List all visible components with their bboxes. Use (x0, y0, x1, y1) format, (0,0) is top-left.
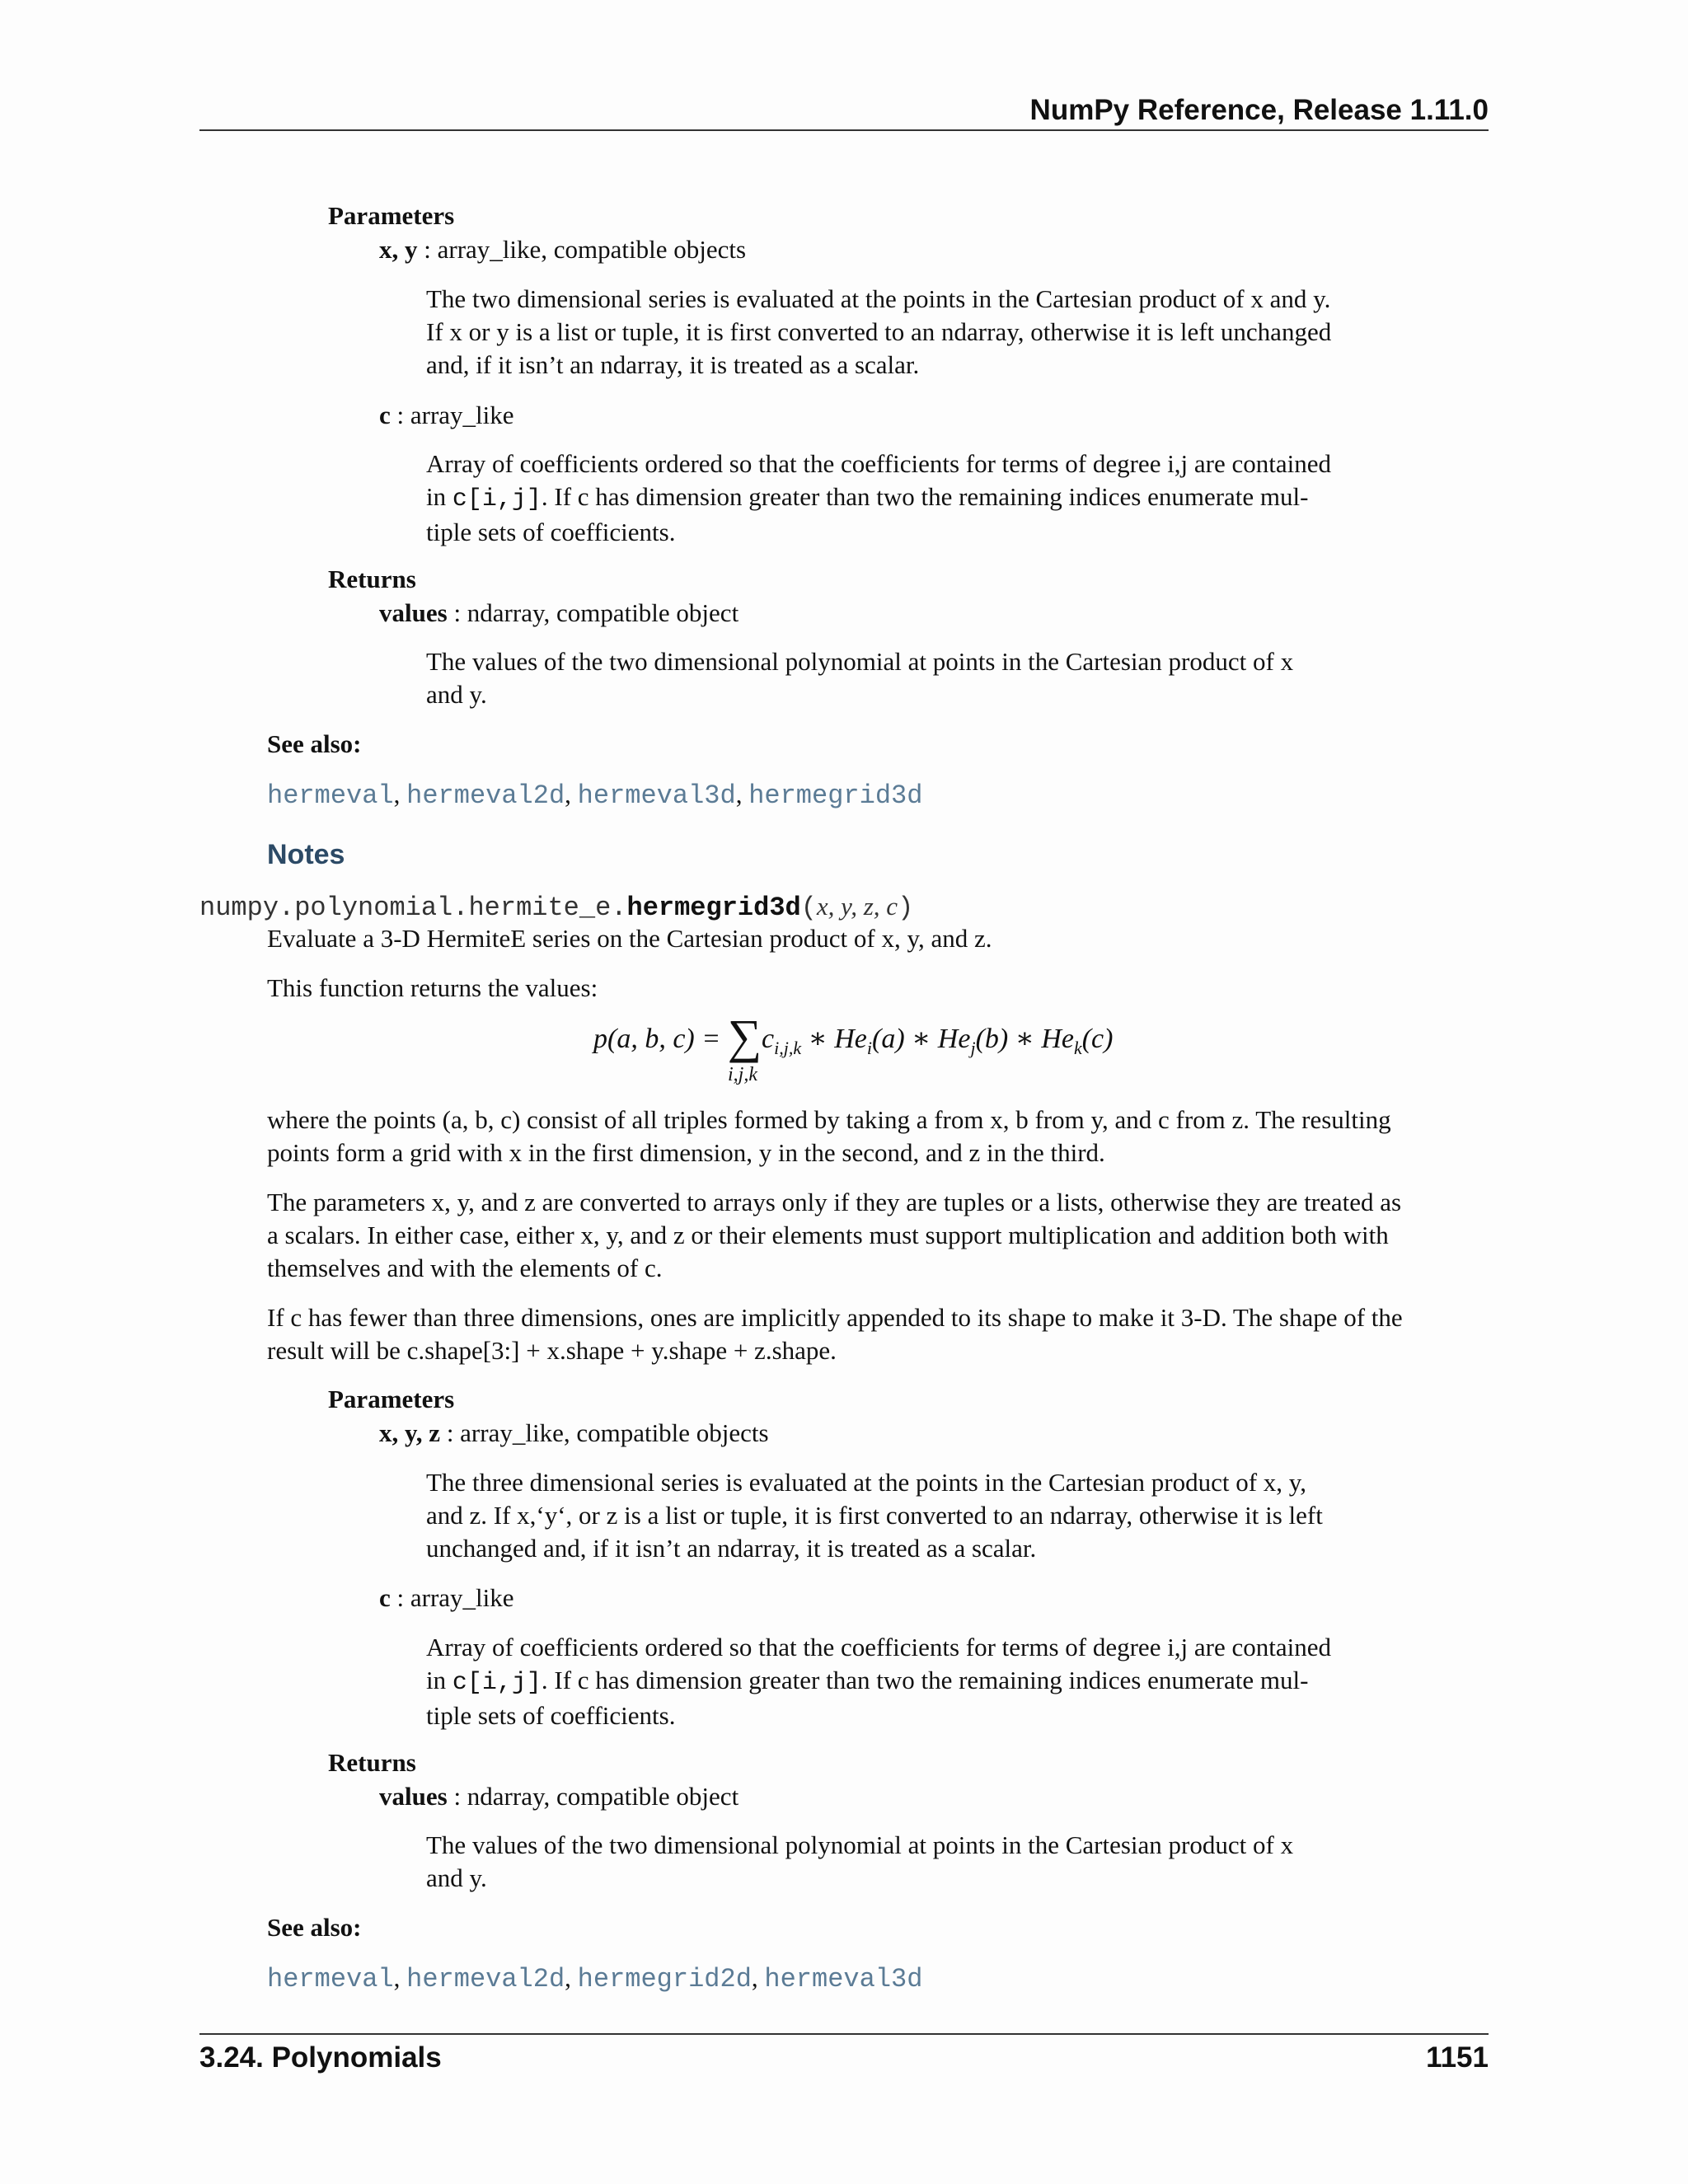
running-header-title: NumPy Reference, Release 1.11.0 (1029, 94, 1489, 126)
see-also-label: See also: (267, 1913, 362, 1942)
notes-heading: Notes (267, 839, 345, 870)
equation: p(a, b, $c) = \sum c_{i,j,k}$ ∗ $He_i(a)$ ∗ $He_j(b)$ ∗ $He_k(c)$ i,j,k (593, 1015, 1113, 1065)
desc-line: Array of coefficients ordered so that the coefficients for terms of degree i,j are contained (426, 449, 1332, 478)
param-type: : array_like (390, 1583, 514, 1612)
return-name: values (379, 1782, 448, 1811)
page-number: 1151 (1426, 2041, 1489, 2074)
desc-line: and y. (426, 1863, 487, 1892)
param-xy (379, 233, 746, 266)
link-hermegrid2d[interactable]: hermegrid2d (577, 1964, 752, 1994)
return-values (379, 597, 738, 630)
link-hermeval3d[interactable]: hermeval3d (577, 780, 736, 811)
para-line: themselves and with the elements of c. (267, 1254, 663, 1282)
return-name: values (379, 598, 448, 627)
desc-line: tiple sets of coefficients. (426, 1701, 676, 1730)
function-summary: Evaluate a 3-D HermiteE series on the Cartesian product of x, y, and z. (267, 924, 992, 953)
param-type: : array_like, compatible objects (440, 1418, 769, 1447)
param-c (379, 1582, 514, 1615)
desc-line: unchanged and, if it isn’t an ndarray, it is treated as a scalar. (426, 1534, 1037, 1563)
parameters-label: Parameters (328, 201, 455, 230)
parameters-label: Parameters (328, 1385, 455, 1413)
link-hermeval[interactable]: hermeval (267, 1964, 394, 1994)
paragraph-shape (267, 1301, 1490, 1367)
inline-code: c[i,j] (452, 1669, 542, 1697)
para-line: The parameters x, y, and z are converted to arrays only if they are tuples or a lists, otherwise they are treated as (267, 1188, 1402, 1216)
param-xy-description (426, 283, 1382, 382)
module-path: numpy.polynomial.hermite_e. (199, 893, 627, 923)
desc-line: The three dimensional series is evaluated at the points in the Cartesian product of x, y, (426, 1468, 1307, 1497)
paragraph-parameters (267, 1186, 1490, 1285)
paragraph-points (267, 1104, 1490, 1169)
param-c-description (426, 1631, 1382, 1732)
param-name: c (379, 401, 391, 429)
inline-code: c[i,j] (452, 485, 542, 513)
desc-line: and z. If x,‘y‘, or z is a list or tuple, it is first converted to an ndarray, otherwise it is left (426, 1501, 1323, 1530)
return-description (426, 645, 1382, 711)
link-hermegrid3d[interactable]: hermegrid3d (748, 780, 923, 811)
param-type: : array_like, compatible objects (417, 235, 747, 264)
sum-index: i,j,k (728, 1064, 757, 1085)
desc-line: in c[i,j]. If c has dimension greater than two the remaining indices enumerate mul- (426, 482, 1309, 513)
return-type: : ndarray, compatible object (447, 1782, 739, 1811)
para-line: where the points (a, b, c) consist of all triples formed by taking a from x, b from y, and c from z. The resulting (267, 1105, 1391, 1134)
see-also-links: hermeval, hermeval2d, hermegrid2d, hermeval3d (267, 1963, 923, 1994)
para-line: a scalars. In either case, either x, y, and z or their elements must support multiplication and addition both with (267, 1221, 1389, 1249)
param-xyz-description (426, 1466, 1382, 1565)
param-type: : array_like (390, 401, 514, 429)
return-type: : ndarray, compatible object (447, 598, 739, 627)
desc-line: and y. (426, 680, 487, 709)
desc-line: If x or y is a list or tuple, it is first converted to an ndarray, otherwise it is left unchanged (426, 317, 1332, 346)
param-name: x, y, z (379, 1418, 441, 1447)
sum-symbol: ∑ (727, 1010, 762, 1063)
returns-intro: This function returns the values: (267, 973, 598, 1002)
desc-line: Array of coefficients ordered so that the coefficients for terms of degree i,j are contained (426, 1633, 1332, 1661)
para-line: points form a grid with x in the first dimension, y in the second, and z in the third. (267, 1138, 1105, 1167)
desc-line: The values of the two dimensional polynomial at points in the Cartesian product of x (426, 647, 1294, 676)
header-rule (199, 129, 1489, 131)
param-c (379, 399, 514, 432)
returns-label: Returns (328, 1748, 416, 1777)
footer-section: 3.24. Polynomials (199, 2041, 442, 2074)
param-name: c (379, 1583, 391, 1612)
function-signature: numpy.polynomial.hermite_e.hermegrid3d(x, y, z, c) (199, 892, 914, 923)
desc-line: The two dimensional series is evaluated at the points in the Cartesian product of x and y. (426, 284, 1331, 313)
param-name: x, y (379, 235, 418, 264)
desc-line: and, if it isn’t an ndarray, it is treated as a scalar. (426, 350, 920, 379)
returns-label: Returns (328, 565, 416, 593)
function-name: hermegrid3d (626, 893, 801, 923)
function-args: x, y, z, c (816, 892, 898, 921)
footer-rule (199, 2033, 1489, 2035)
see-also-label: See also: (267, 729, 362, 758)
desc-line: tiple sets of coefficients. (426, 518, 676, 546)
return-values (379, 1780, 738, 1813)
link-hermeval3d[interactable]: hermeval3d (764, 1964, 923, 1994)
param-xyz (379, 1417, 769, 1450)
link-hermeval2d[interactable]: hermeval2d (406, 1964, 565, 1994)
link-hermeval[interactable]: hermeval (267, 780, 394, 811)
param-c-description (426, 448, 1382, 549)
see-also-links: hermeval, hermeval2d, hermeval3d, hermegrid3d (267, 780, 923, 811)
para-line: result will be c.shape[3:] + x.shape + y.shape + z.shape. (267, 1336, 837, 1365)
desc-line: The values of the two dimensional polynomial at points in the Cartesian product of x (426, 1830, 1294, 1859)
desc-line: in c[i,j]. If c has dimension greater than two the remaining indices enumerate mul- (426, 1666, 1309, 1697)
return-description (426, 1829, 1382, 1895)
para-line: If c has fewer than three dimensions, ones are implicitly appended to its shape to make it 3-D. The shape of the (267, 1303, 1403, 1332)
link-hermeval2d[interactable]: hermeval2d (406, 780, 565, 811)
